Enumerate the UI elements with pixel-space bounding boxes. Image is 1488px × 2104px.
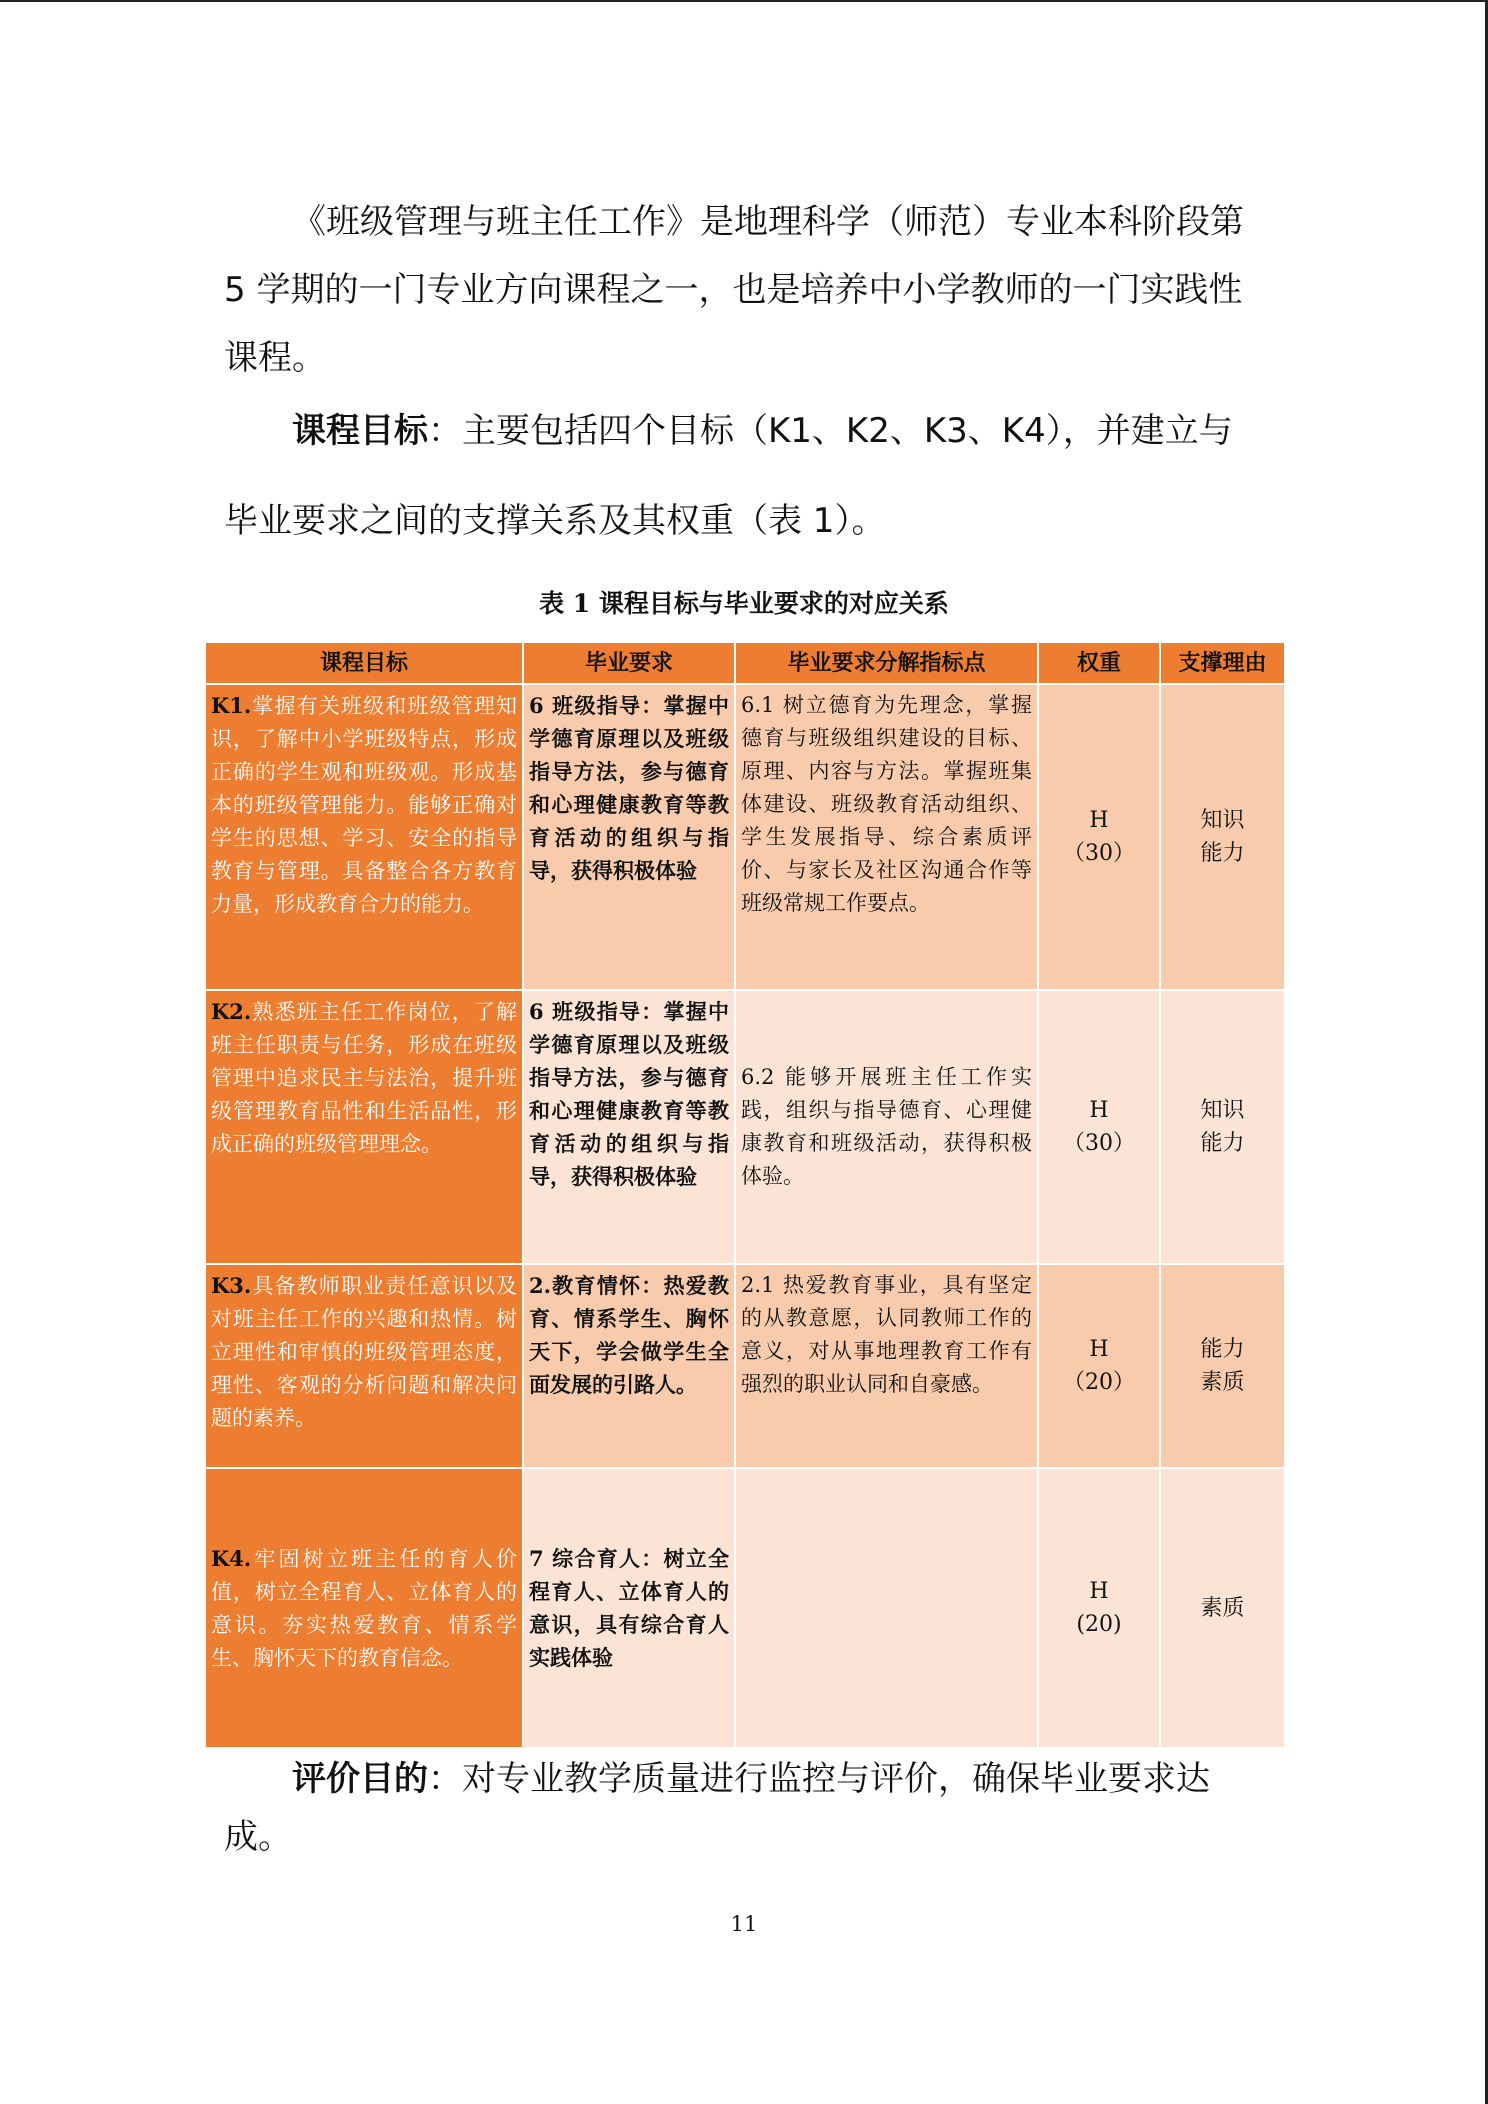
table-row [205,1468,1285,1748]
weight-value: （30） [1063,841,1135,866]
goal-text: 具备教师职业责任意识以及对班主任工作的兴趣和热情。树立理性和审慎的班级管理态度，理性、客观的分析问题和解决问题的素养。 [211,1274,517,1430]
goal-text: 牢固树立班主任的育人价值，树立全程育人、立体育人的意识。夯实热爱教育、情系学生、胸怀天下的教育信念。 [211,1546,517,1670]
goal-text: 掌握有关班级和班级管理知识，了解中小学班级特点，形成正确的学生观和班级观。形成基本的班级管理能力。能够正确对学生的思想、学习、安全的指导教育与管理。具备整合各方教育力量，形成教育合力的能力。 [211,694,517,916]
reason-line: 能力 [1200,1337,1245,1362]
reason-line: 素质 [1200,1595,1245,1621]
weight-cell [1038,684,1160,990]
indicator-cell: 2.1 热爱教育事业，具有坚定的从教意愿，认同教师工作的意义，对从事地理教育工作有强烈的职业认同和自豪感。 [735,1264,1038,1468]
page-top-border [0,0,1488,2]
indicator-cell: 6.2 能够开展班主任工作实践，组织与指导德育、心理健康教育和班级活动，获得积极体验。 [735,990,1038,1264]
requirement-cell: 7 综合育人：树立全程育人、立体育人的意识，具有综合育人实践体验 [523,1468,735,1748]
goal-cell [205,1264,523,1468]
objectives-label: 课程目标 [292,411,428,451]
indicator-cell [735,1468,1038,1748]
goal-cell [205,1468,523,1748]
reason-cell [1160,1264,1285,1468]
weight-level: H [1089,1098,1109,1123]
goal-code: K3. [211,1273,252,1298]
reason-cell [1160,990,1285,1264]
weight-cell [1038,1468,1160,1748]
objectives-text: ：主要包括四个目标（K1、K2、K3、K4），并建立与毕业要求之间的支撑关系及其权重（表 1）。 [224,411,1233,541]
header-goal: 课程目标 [205,642,523,684]
intro-text: 《班级管理与班主任工作》是地理科学（师范）专业本科阶段第 5 学期的一门专业方向课程之一，也是培养中小学教师的一门实践性课程。 [224,202,1244,378]
intro-paragraph [224,188,1264,392]
requirement-cell: 6 班级指导：掌握中学德育原理以及班级指导方法，参与德育和心理健康教育等教育活动的组织与指导，获得积极体验 [523,990,735,1264]
indicator-cell: 6.1 树立德育为先理念，掌握德育与班级组织建设的目标、原理、内容与方法。掌握班集体建设、班级教育活动组织、学生发展指导、综合素质评价、与家长及社区沟通合作等班级常规工作要点。 [735,684,1038,990]
weight-cell [1038,990,1160,1264]
goal-code: K2. [211,999,252,1024]
weight-cell [1038,1264,1160,1468]
objectives-paragraph [224,386,1264,566]
goal-code: K1. [211,693,252,718]
weight-level: H [1089,808,1109,833]
weight-level: H [1089,1579,1109,1604]
reason-line: 知识 [1200,808,1245,833]
table-row [205,1264,1285,1468]
reason-line: 知识 [1200,1098,1245,1123]
table-row [205,990,1285,1264]
evaluation-text: ：对专业教学质量进行监控与评价，确保毕业要求达成。 [224,1759,1210,1857]
header-indicator: 毕业要求分解指标点 [735,642,1038,684]
header-requirement: 毕业要求 [523,642,735,684]
goal-text: 熟悉班主任工作岗位，了解班主任职责与任务，形成在班级管理中追求民主与法治，提升班级管理教育品性和生活品性，形成正确的班级管理理念。 [211,1000,517,1156]
requirement-cell: 6 班级指导：掌握中学德育原理以及班级指导方法，参与德育和心理健康教育等教育活动的组织与指导，获得积极体验 [523,684,735,990]
page-number: 11 [730,1912,758,1936]
goal-cell [205,684,523,990]
requirement-cell: 2.教育情怀：热爱教育、情系学生、胸怀天下，学会做学生全面发展的引路人。 [523,1264,735,1468]
reason-line: 素质 [1200,1370,1245,1395]
reason-line: 能力 [1200,841,1245,866]
reason-line: 能力 [1200,1131,1245,1156]
goal-cell [205,990,523,1264]
weight-level: H [1089,1337,1109,1362]
weight-value: （20） [1063,1370,1135,1395]
header-reason: 支撑理由 [1160,642,1285,684]
evaluation-paragraph [224,1750,1264,1866]
goals-table [204,641,1286,1749]
table-caption: 表 1 课程目标与毕业要求的对应关系 [539,589,949,618]
table-header-row [205,642,1285,684]
reason-cell [1160,684,1285,990]
table-row [205,684,1285,990]
header-weight: 权重 [1038,642,1160,684]
evaluation-label: 评价目的 [292,1759,428,1799]
goal-code: K4. [211,1545,252,1571]
weight-value: (20) [1076,1612,1122,1637]
weight-value: （30） [1063,1131,1135,1156]
reason-cell [1160,1468,1285,1748]
